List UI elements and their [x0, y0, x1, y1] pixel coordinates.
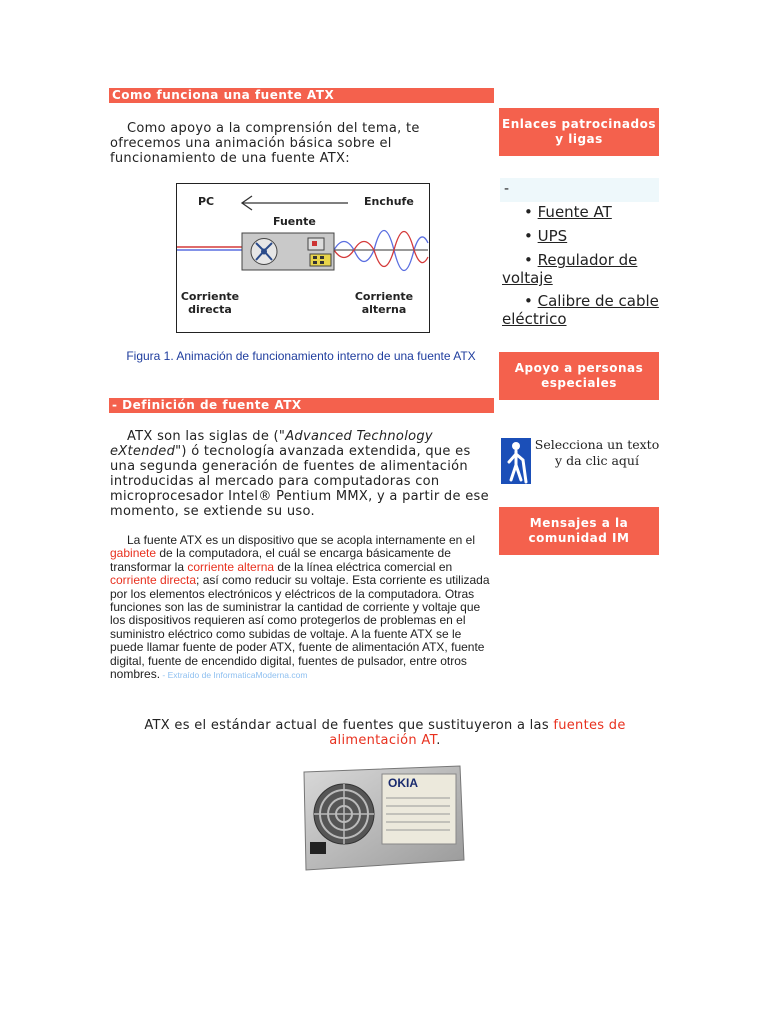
link-calibre-cable[interactable]: Calibre de cable eléctrico	[502, 292, 659, 328]
source-credit[interactable]: - Extraído de InformaticaModerna.com	[160, 670, 308, 681]
link-ups[interactable]: UPS	[537, 227, 568, 245]
label-fuente: Fuente	[273, 215, 316, 228]
sidebar-link-item: • Calibre de cable eléctrico	[502, 292, 659, 328]
label-enchufe: Enchufe	[364, 195, 414, 208]
sidebar-link-item: • Fuente AT	[524, 203, 612, 221]
section-title-definicion: - Definición de fuente ATX	[112, 398, 302, 412]
sidebar-dash-row: -	[500, 178, 659, 202]
blind-person-icon	[501, 438, 531, 484]
sidebar-mensajes-header: Mensajes a la comunidad IM	[499, 507, 659, 555]
label-corriente-directa: Corriente directa	[180, 290, 240, 316]
psu-photo	[300, 764, 468, 874]
link-gabinete[interactable]: gabinete	[110, 546, 157, 561]
definition-paragraph: ATX son las siglas de ("Advanced Technology eXtended") ó tecnología avanzada extendida, que es una segunda generación de fuentes de alimentación introducidas al mercado para computadoras con microprocesador Intel® Pentium MMX, y a partir de ese momento, se extiende su uso.	[110, 429, 489, 519]
section-title: Como funciona una fuente ATX	[112, 88, 335, 102]
link-fuentes-at[interactable]: fuentes de alimentación AT	[329, 718, 626, 748]
sidebar-sponsored-header: Enlaces patrocinados y ligas	[499, 108, 659, 156]
link-corriente-alterna[interactable]: corriente alterna	[187, 559, 275, 574]
label-pc: PC	[198, 195, 215, 208]
atx-animation-diagram	[176, 183, 430, 333]
sidebar-link-item: • Regulador de voltaje	[502, 251, 638, 287]
section-title-bar	[109, 88, 494, 103]
accessibility-text[interactable]: Selecciona un texto y da clic aquí	[534, 437, 660, 468]
atx-expansion: Advanced Technology eXtended	[110, 429, 433, 459]
link-fuente-at[interactable]: Fuente AT	[537, 203, 612, 221]
figure-caption: Figura 1. Animación de funcionamiento interno de una fuente ATX	[126, 349, 476, 363]
sidebar-link-list	[502, 203, 662, 328]
sidebar-link-item: • UPS	[524, 227, 568, 245]
label-corriente-alterna: Corriente alterna	[354, 290, 414, 316]
sidebar-apoyo-header: Apoyo a personas especiales	[499, 352, 659, 400]
psu-photo-svg	[300, 764, 468, 874]
psu-brand-label: OKIA	[388, 776, 418, 790]
description-paragraph: La fuente ATX es un dispositivo que se acopla internamente en el gabinete de la computadora, el cuál se encarga básicamente de transformar la corriente alterna de la línea eléctrica comercial en corriente directa; así como reducir su voltaje. Esta corriente es utilizada por los elementos electrónicos y eléctricos de la computadora. Otras funciones son las de suministrar la cantidad de corriente y voltaje que los dispositivos requieren así como protegerlos de problemas en el suministro eléctrico como subidas de voltaje. A la fuente ATX se le puede llamar fuente de poder ATX, fuente de alimentación ATX, fuente digital, fuente de encendido digital, fuentes de pulsador, entre otros nombres. - Extraído de InformaticaModerna.com	[110, 533, 490, 682]
section-title-bar-definicion	[109, 398, 494, 413]
intro-paragraph: Como apoyo a la comprensión del tema, te ofrecemos una animación básica sobre el funcionamiento de una fuente ATX:	[110, 121, 420, 166]
link-regulador-voltaje[interactable]: Regulador de voltaje	[502, 251, 638, 287]
link-corriente-directa[interactable]: corriente directa	[110, 573, 197, 588]
standard-paragraph: ATX es el estándar actual de fuentes que sustituyeron a las fuentes de alimentación AT.	[144, 718, 626, 748]
accessibility-icon[interactable]	[501, 438, 531, 484]
